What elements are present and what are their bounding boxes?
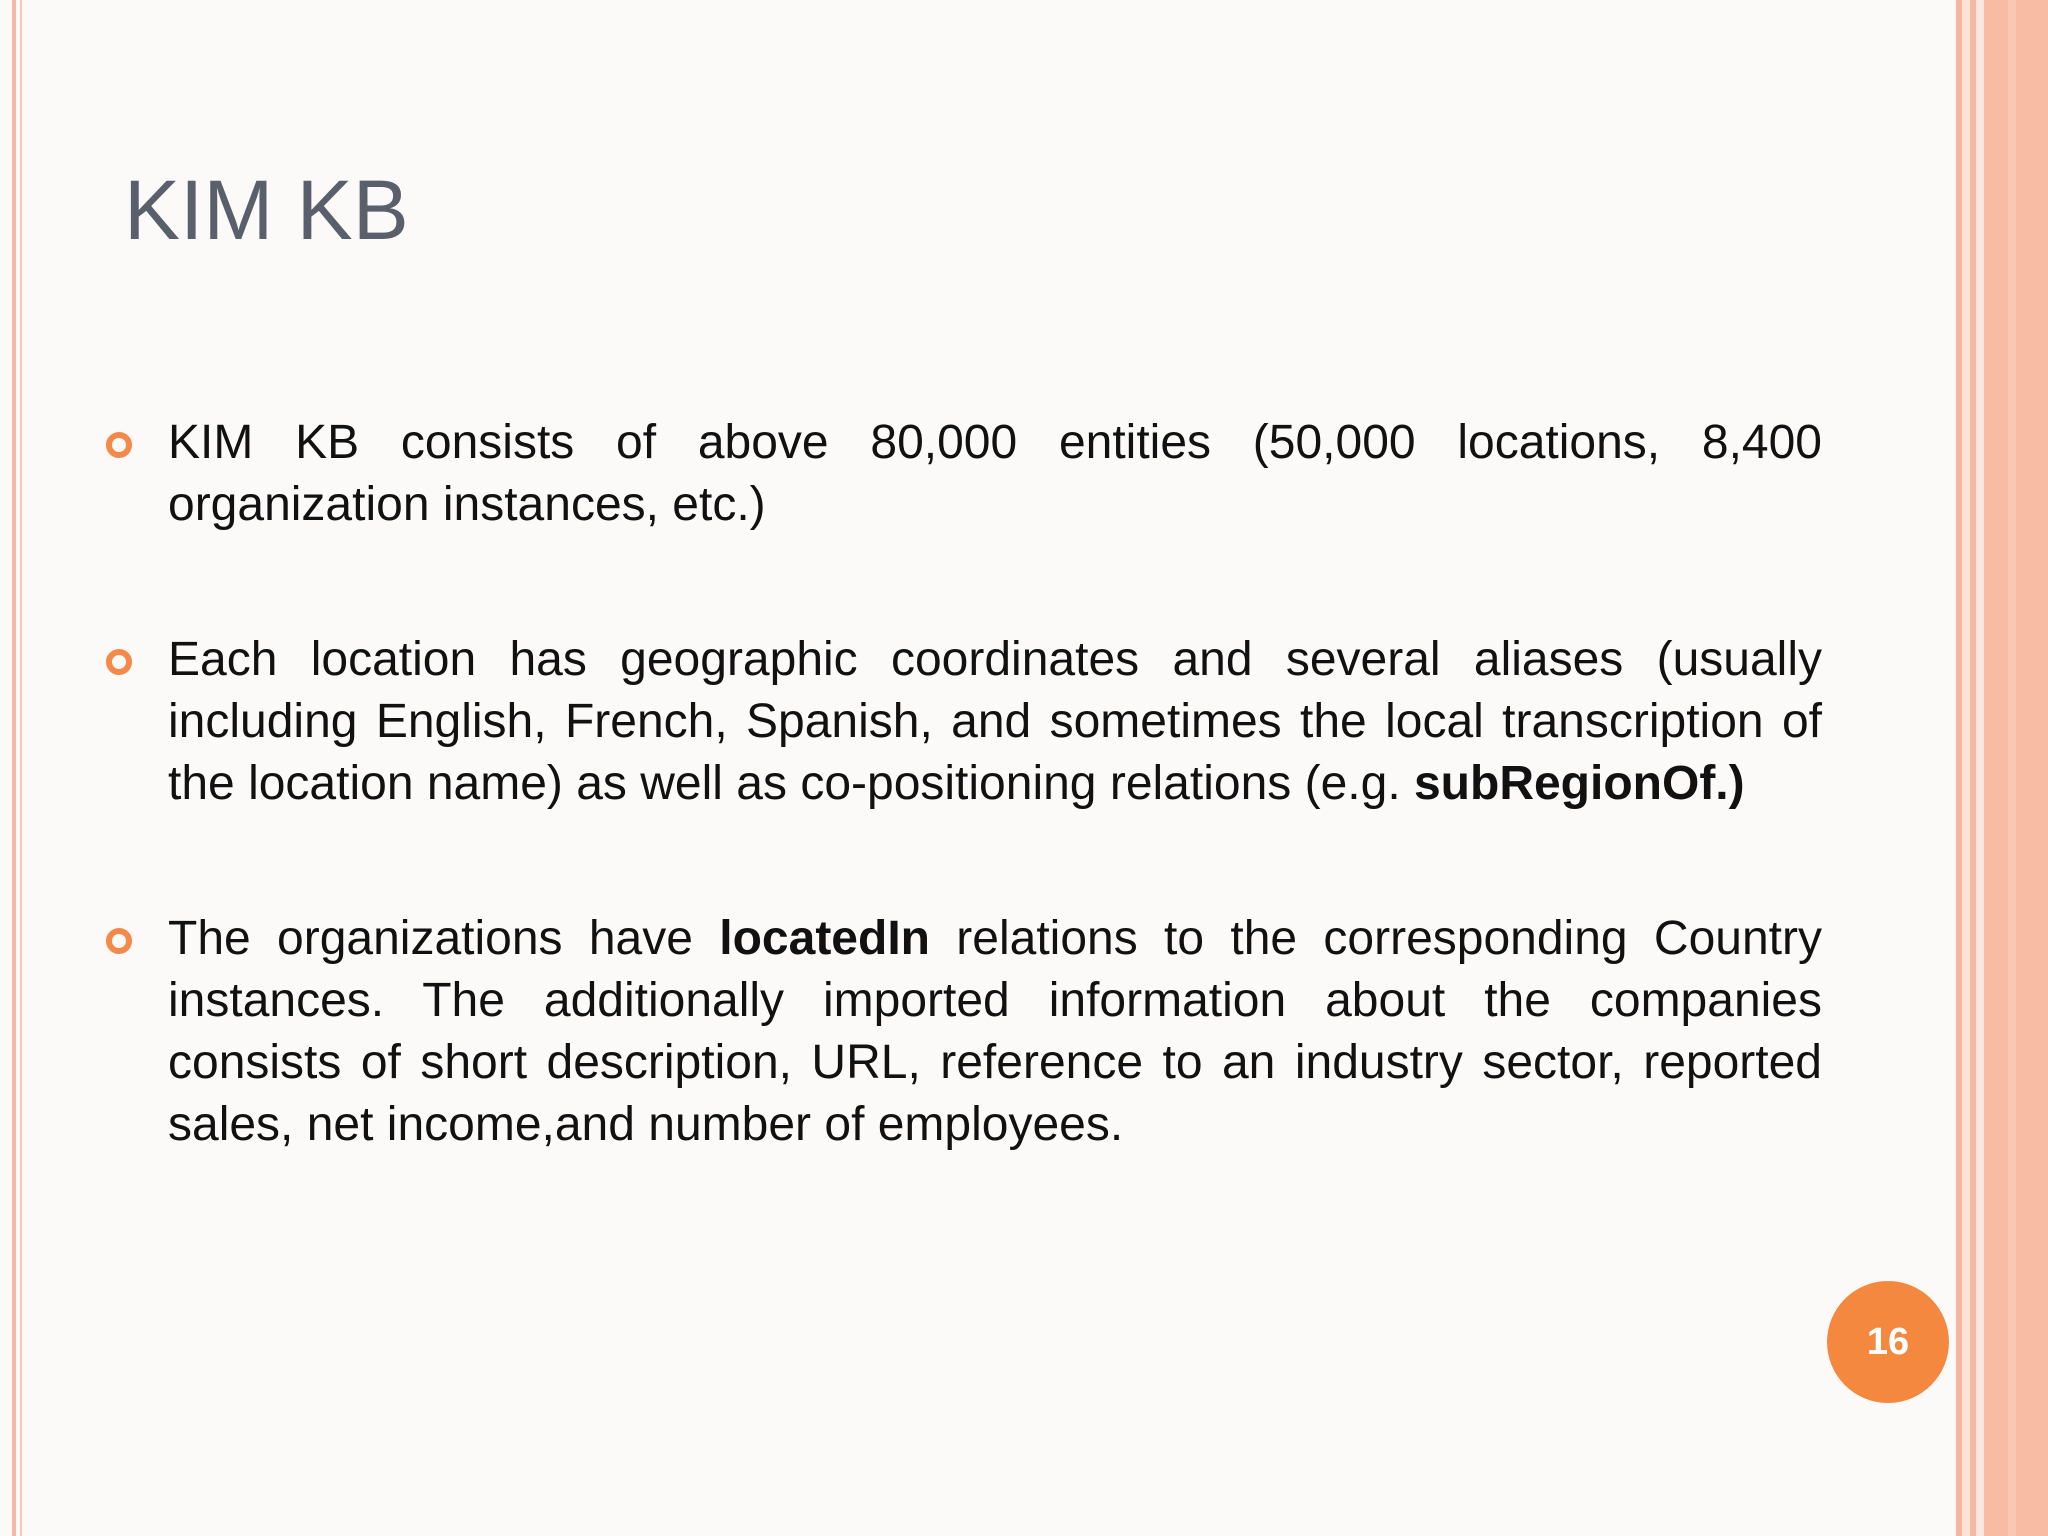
circle-bullet-icon xyxy=(106,928,132,954)
bullet-bold-term: locatedIn xyxy=(719,912,930,965)
page-number-badge xyxy=(1827,1281,1949,1403)
slide-title: KIM KB xyxy=(124,163,409,257)
right-border-band xyxy=(1962,0,1970,1536)
bullet-item xyxy=(106,412,1822,536)
bullet-text: Each location has geographic coordinates and several aliases (usually including English, French, Spanish, and sometimes the local transcription of the location name) as well as co-positioning relations (e.g. xyxy=(168,633,1822,810)
bullet-list xyxy=(106,412,1822,1156)
bullet-text: relations to the corresponding Country instances. The additionally imported information about the companies consists of short description, URL, reference to an industry sector, reported sales, net income,and number of employees. xyxy=(168,912,1822,1151)
right-border-band xyxy=(1984,0,2048,1536)
page-number: 16 xyxy=(1866,1320,1910,1363)
bullet-text: The organizations have xyxy=(168,912,720,965)
bullet-bold-term: subRegionOf.) xyxy=(1413,757,1745,810)
right-border-band xyxy=(1976,0,1984,1536)
bullet-text: KIM KB consists of above 80,000 entities (50,000 locations, 8,400 organization instances, etc.) xyxy=(168,416,1822,531)
right-border-band xyxy=(2008,0,2016,1536)
left-border-line xyxy=(20,0,22,1536)
bullet-item xyxy=(106,629,1822,815)
circle-bullet-icon xyxy=(106,432,132,458)
bullet-item xyxy=(106,908,1822,1156)
left-border-line xyxy=(12,0,16,1536)
circle-bullet-icon xyxy=(106,649,132,675)
